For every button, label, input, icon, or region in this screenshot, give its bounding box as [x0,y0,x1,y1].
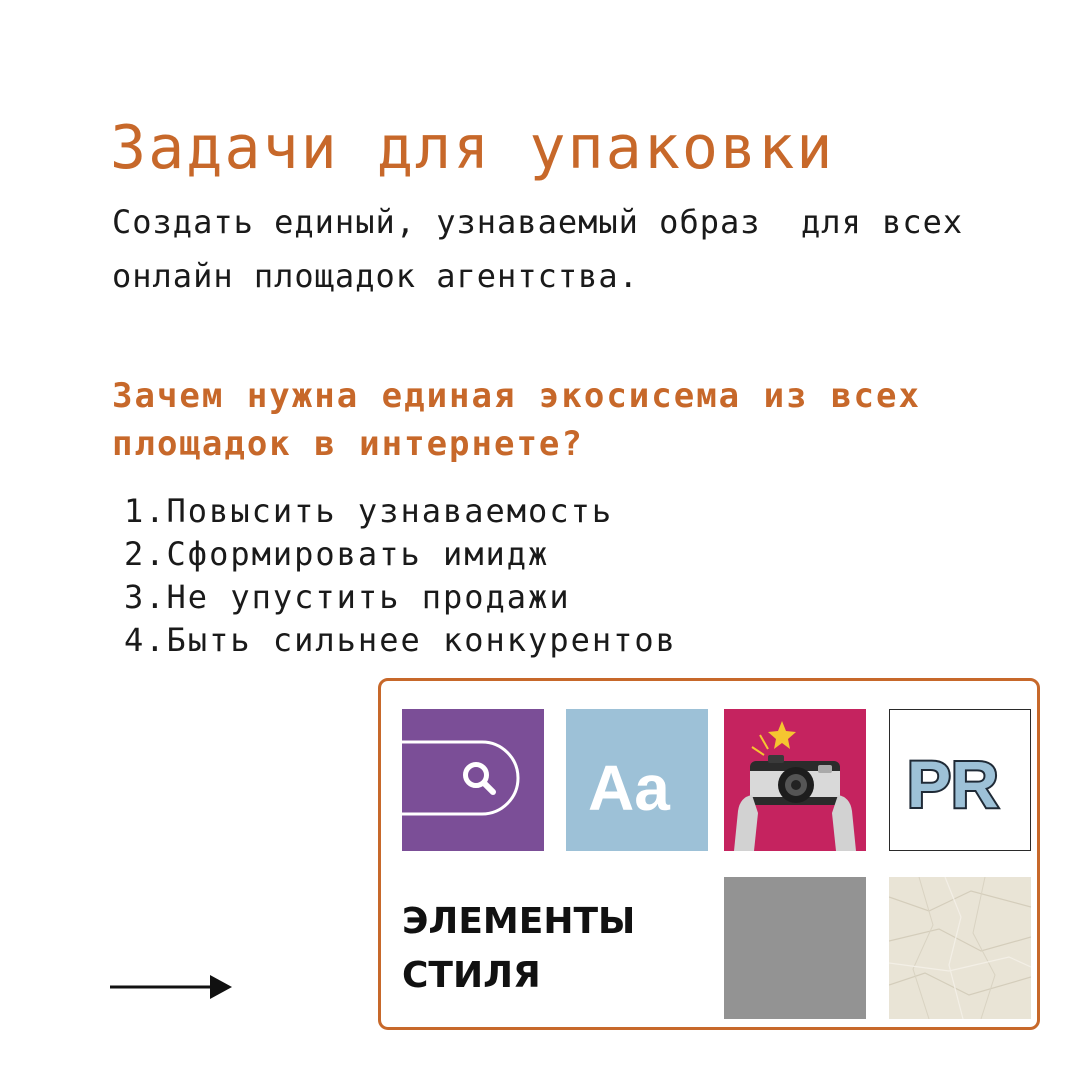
label-line: ЭЛЕМЕНТЫ [402,901,636,942]
goal-item: 1.Повысить узнаваемость [124,492,614,530]
page-subtitle: Создать единый, узнаваемый образ для всех онлайн площадок агентства. [112,203,984,295]
gray-swatch [724,877,866,1019]
search-tile [402,709,544,851]
section-question: Зачем нужна единая экосисема из всех площадок в интернете? [112,376,921,464]
pr-text: PR [907,747,999,821]
label-line: СТИЛЯ [402,955,541,996]
star-icon [768,721,796,749]
search-icon [402,709,544,851]
camera-icon [750,755,840,805]
paper-texture-swatch [889,877,1031,1019]
goal-item: 2.Сформировать имидж [124,535,550,573]
goals-list [124,490,677,662]
pr-tile [889,709,1031,851]
arrow-right-icon[interactable] [110,970,234,1004]
page-title: Задачи для упаковки [110,113,835,183]
style-elements-card [378,678,1040,1030]
font-tile [566,709,708,851]
style-elements-label [402,895,635,1003]
font-sample-text: Aa [588,752,670,824]
goal-item: 4.Быть сильнее конкурентов [124,621,677,659]
goal-item: 3.Не упустить продажи [124,578,571,616]
photo-tile [724,709,866,851]
